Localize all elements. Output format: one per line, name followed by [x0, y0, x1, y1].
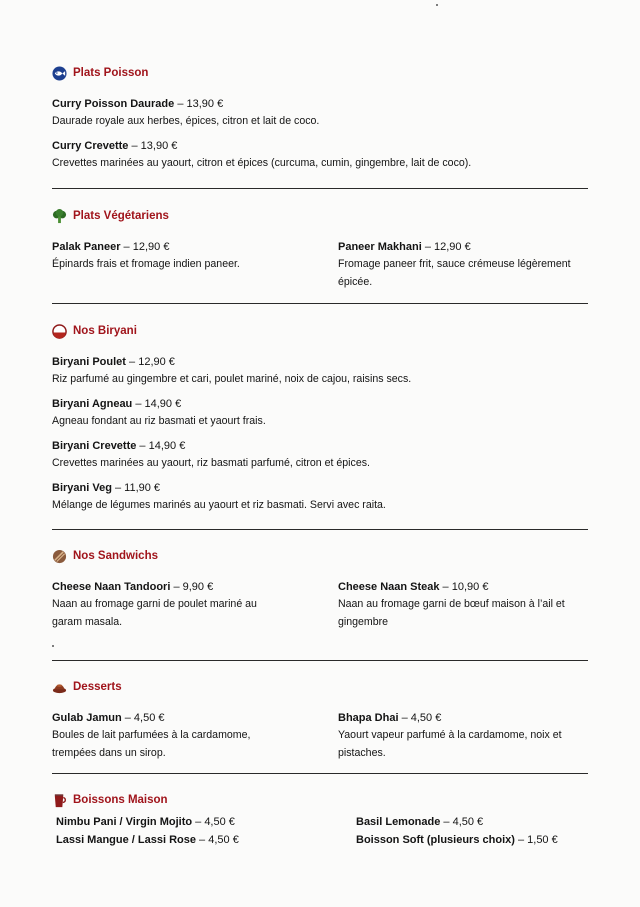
fish-icon: [52, 66, 67, 81]
section-header: [52, 791, 588, 809]
item-name: Boisson Soft (plusieurs choix): [356, 834, 515, 846]
drinks-row: [52, 831, 588, 849]
item-name: Biryani Crevette: [52, 440, 137, 452]
section-divider: [52, 529, 588, 530]
section-nos-biryani: [52, 322, 588, 522]
item-description: Crevettes marinées au yaourt, citron et épices (curcuma, cumin, gingembre, lait de coco).: [52, 157, 472, 169]
item-name: Biryani Veg: [52, 482, 112, 494]
item-price: 9,90 €: [182, 581, 214, 593]
item-name: Nimbu Pani / Virgin Mojito: [56, 816, 193, 828]
item-price: 4,50 €: [204, 816, 235, 828]
menu-item: [52, 354, 588, 388]
section-header: [52, 547, 588, 565]
item-price: 12,90 €: [138, 356, 175, 368]
item-separator: –: [439, 581, 452, 593]
section-desserts: [52, 678, 588, 770]
section-title: Nos Biryani: [73, 325, 137, 337]
item-separator: –: [121, 712, 134, 724]
section-nos-sandwichs: [52, 547, 588, 639]
section-header: [52, 64, 588, 82]
item-separator: –: [440, 816, 453, 828]
item-price: 14,90 €: [148, 440, 186, 452]
item-price: 1,50 €: [527, 834, 558, 846]
item-name: Bhapa Dhai: [338, 712, 399, 724]
section-title: Plats Poisson: [73, 67, 149, 79]
section-title: Boissons Maison: [73, 794, 168, 806]
item-price: 4,50 €: [208, 834, 239, 846]
drink-item: [356, 831, 588, 849]
item-price: 4,50 €: [410, 712, 442, 724]
item-separator: –: [398, 712, 411, 724]
stray-dot: [52, 645, 54, 647]
menu-item: [52, 438, 588, 472]
drink-item: [52, 831, 356, 849]
section-title: Nos Sandwichs: [73, 550, 158, 562]
menu-item: [338, 579, 588, 631]
section-header: [52, 678, 588, 696]
item-name: Biryani Poulet: [52, 356, 126, 368]
item-description: Mélange de légumes marinés au yaourt et riz basmati. Servi avec raita.: [52, 499, 386, 511]
item-separator: –: [196, 834, 209, 846]
section-divider: [52, 773, 588, 774]
item-name: Palak Paneer: [52, 241, 121, 253]
item-description: Agneau fondant au riz basmati et yaourt frais.: [52, 415, 266, 427]
item-name: Lassi Mangue / Lassi Rose: [56, 834, 196, 846]
drink-cup-icon: [52, 793, 67, 808]
section-header: [52, 207, 588, 225]
item-separator: –: [136, 440, 149, 452]
drink-item: [356, 813, 588, 831]
item-description: Daurade royale aux herbes, épices, citron et lait de coco.: [52, 115, 320, 127]
drinks-row: [52, 813, 588, 831]
item-separator: –: [132, 398, 145, 410]
item-description: Crevettes marinées au yaourt, riz basmati parfumé, citron et épices.: [52, 457, 370, 469]
menu-item: [52, 396, 588, 430]
item-description: Fromage paneer frit, sauce crémeuse légèrement épicée.: [338, 258, 571, 288]
menu-item: [52, 96, 588, 130]
item-description: Riz parfumé au gingembre et cari, poulet mariné, noix de cajou, raisins secs.: [52, 373, 412, 385]
item-name: Curry Poisson Daurade: [52, 98, 175, 110]
section-divider: [52, 303, 588, 304]
menu-item: [52, 239, 338, 291]
item-description: Boules de lait parfumées à la cardamome, trempées dans un sirop.: [52, 729, 251, 759]
item-name: Curry Crevette: [52, 140, 129, 152]
dessert-icon: [52, 680, 67, 695]
item-separator: –: [125, 356, 139, 368]
naan-icon: [52, 549, 67, 564]
section-plats-vegetariens: [52, 207, 588, 299]
item-separator: –: [111, 482, 125, 494]
section-divider: [52, 188, 588, 189]
item-name: Paneer Makhani: [338, 241, 422, 253]
menu-item: [52, 710, 338, 762]
menu-item: [52, 138, 588, 172]
menu-item: [338, 239, 588, 291]
item-description: Naan au fromage garni de bœuf maison à l’ail et gingembre: [338, 598, 565, 628]
drink-item: [52, 813, 356, 831]
broccoli-icon: [52, 209, 67, 224]
item-separator: –: [128, 140, 141, 152]
item-price: 13,90 €: [186, 98, 224, 110]
item-separator: –: [120, 241, 133, 253]
item-description: Épinards frais et fromage indien paneer.: [52, 258, 240, 270]
item-description: Yaourt vapeur parfumé à la cardamome, noix et pistaches.: [338, 729, 562, 759]
item-price: 4,50 €: [133, 712, 165, 724]
menu-item: [338, 710, 588, 762]
item-price: 10,90 €: [451, 581, 489, 593]
section-boissons-maison: [52, 791, 588, 849]
biryani-pot-icon: [52, 324, 67, 339]
section-header: [52, 322, 588, 340]
section-title: Desserts: [73, 681, 122, 693]
item-separator: –: [421, 241, 434, 253]
item-price: 13,90 €: [140, 140, 178, 152]
section-divider: [52, 660, 588, 661]
item-price: 11,90 €: [124, 482, 161, 494]
item-name: Basil Lemonade: [356, 816, 441, 828]
item-name: Biryani Agneau: [52, 398, 133, 410]
item-price: 4,50 €: [452, 816, 484, 828]
item-name: Cheese Naan Tandoori: [52, 581, 171, 593]
item-separator: –: [170, 581, 183, 593]
item-price: 12,90 €: [434, 241, 471, 253]
menu-item: [52, 579, 338, 631]
item-separator: –: [514, 834, 528, 846]
item-name: Gulab Jamun: [52, 712, 122, 724]
item-separator: –: [174, 98, 187, 110]
item-price: 14,90 €: [144, 398, 182, 410]
item-price: 12,90 €: [132, 241, 170, 253]
section-plats-poisson: [52, 64, 588, 180]
item-separator: –: [192, 816, 205, 828]
stray-dot: [436, 4, 438, 6]
section-title: Plats Végétariens: [73, 210, 169, 222]
item-name: Cheese Naan Steak: [338, 581, 440, 593]
menu-item: [52, 480, 588, 514]
item-description: Naan au fromage garni de poulet mariné au garam masala.: [52, 598, 257, 628]
